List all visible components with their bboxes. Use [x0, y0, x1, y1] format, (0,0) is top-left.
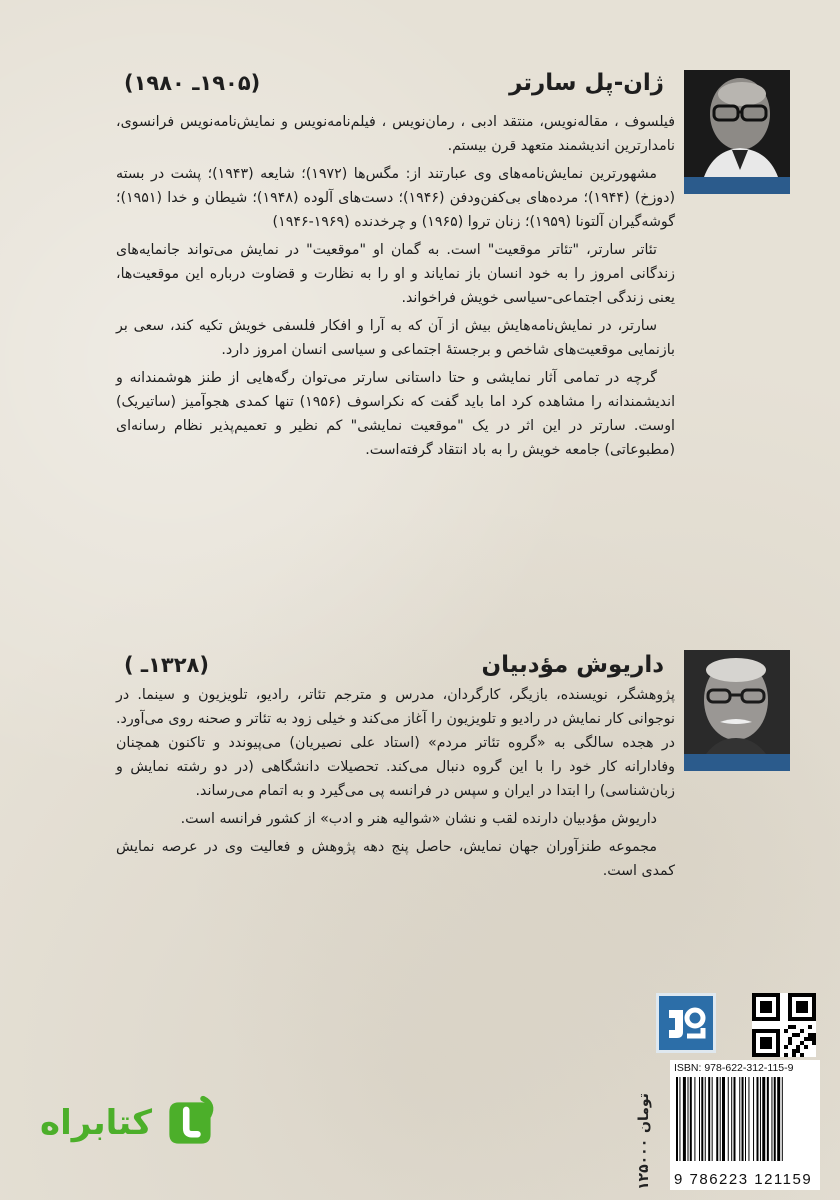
barcode-bar: [712, 1077, 713, 1161]
qr-code[interactable]: [752, 993, 816, 1057]
barcode-bar: [676, 1077, 678, 1161]
barcode-bar: [694, 1077, 695, 1161]
barcode-bar: [767, 1077, 769, 1161]
barcode-bar: [753, 1077, 754, 1161]
price-currency: تومان: [636, 1092, 652, 1133]
price: [632, 1070, 656, 1190]
sartre-paragraph: تئاتر سارتر، "تئاتر موقعیت" است. به گمان او "موقعیت" در نمایش می‌تواند جانمایه‌های زندگانی امروز را به خود انسان باز نمایاند و او را به نظارت و قضاوت درباره این موقعیت‌ها، یعنی زندگی اجتماعی-سیاسی خویش فراخواند.: [116, 242, 675, 306]
barcode-bar: [760, 1077, 761, 1161]
barcode-bar: [701, 1077, 703, 1161]
modabberian-paragraph: داریوش مؤدبیان دارنده لقب و نشان «شوالیه هنر و ادب» از کشور فرانسه است.: [180, 811, 657, 827]
barcode-bar: [745, 1077, 746, 1161]
barcode-bar: [716, 1077, 718, 1161]
barcode-bar: [688, 1077, 689, 1161]
sartre-years: (۱۹۰۵ـ ۱۹۸۰): [124, 71, 261, 95]
price-amount: ۱۲۵۰۰۰: [636, 1138, 652, 1190]
barcode-bar: [739, 1077, 740, 1161]
barcode-number: 9 786223 121159: [674, 1171, 813, 1188]
sartre-paragraph: سارتر، در نمایش‌نامه‌هایش بیش از آن که به آرا و افکار فلسفی خویش تکیه کند، سعی بر بازنمایی موقعیت‌های شاخص و برجستهٔ اجتماعی و سیاسی انسان امروز دارد.: [116, 318, 675, 358]
barcode-bar: [683, 1077, 686, 1161]
sartre-heading: [124, 66, 664, 100]
barcode-bar: [705, 1077, 706, 1161]
ketabrah-logo: [40, 1088, 220, 1158]
ketabrah-icon: [160, 1091, 220, 1155]
sartre-paragraph: فیلسوف ، مقاله‌نویس، منتقد ادبی ، رمان‌نویس ، فیلم‌نامه‌نویس و نمایش‌نامه‌نویس فرانسوی، نامدارترین اندیشمند متعهد قرن بیستم.: [116, 114, 675, 154]
barcode-bar: [708, 1077, 710, 1161]
barcode-bar: [777, 1077, 780, 1161]
sartre-paragraph: گرچه در تمامی آثار نمایشی و حتا داستانی سارتر می‌توان رگه‌هایی از طنز هوشمندانه و اندیشمندانه را مشاهده کرد اما باید گفت که نکراسوف (۱۹۵۶) تنها کمدی هجوآمیز (ساتیریک) اوست. سارتر در این اثر در یک "موقعیت نمایشی" کم نظیر و تعمیم‌پذیر نظام رسانه‌ای (مطبوعاتی) جامعه خویش را به باد انتقاد گرفته‌است.: [116, 370, 676, 458]
barcode-bar: [728, 1077, 729, 1161]
barcode-bar: [699, 1077, 700, 1161]
barcode-bar: [679, 1077, 680, 1161]
modabberian-name: داریوش مؤدبیان: [481, 652, 664, 678]
barcode-bar: [731, 1077, 732, 1161]
sartre-portrait: [684, 70, 790, 194]
barcode-bar: [742, 1077, 744, 1161]
barcode-bars: [674, 1077, 816, 1165]
barcode-bar: [757, 1077, 759, 1161]
barcode-bar: [774, 1077, 776, 1161]
sartre-name: ژان-پل سارتر: [509, 70, 664, 96]
barcode-bar: [762, 1077, 765, 1161]
modabberian-paragraph: پژوهشگر، نویسنده، بازیگر، کارگردان، مدرس و مترجم تئاتر، رادیو، تلویزیون و سینما. در نوجوانی کار نمایش در رادیو و تلویزیون را آغاز می‌کند و خیلی زود به تئاتر و صحنه روی می‌آورد. در هجده سالگی به «گروه تئاتر مردم» (استاد علی نصیریان) می‌پیوندد و تاکنون همچنان وفادارانه کار خود را با این گروه دنبال می‌کند. تحصیلات دانشگاهی (در دو رشته نمایش و زبان‌شناسی) را ابتدا در ایران و سپس در فرانسه پی می‌گیرد و به اتمام می‌رساند.: [116, 687, 675, 799]
barcode-bar: [782, 1077, 783, 1161]
isbn-text: ISBN: 978-622-312-115-9: [674, 1062, 794, 1074]
modabberian-bio: [116, 683, 675, 887]
publisher-logo: [656, 993, 716, 1053]
modabberian-years: (۱۳۲۸ـ ): [124, 653, 209, 677]
barcode-bar: [690, 1077, 692, 1161]
sartre-paragraph: مشهورترین نمایش‌نامه‌های وی عبارتند از: مگس‌ها (۱۹۷۲)؛ شایعه (۱۹۴۳)؛ پشت در بسته (دوزخ) (۱۹۴۴)؛ مرده‌های بی‌کفن‌ودفن (۱۹۴۶)؛ دست‌های آلوده (۱۹۴۸)؛ شیطان و خدا (۱۹۵۱)؛ گوشه‌گیران آلتونا (۱۹۵۹)؛ زنان تروا (۱۹۶۵) و چرخدنده (۱۹۶۹-۱۹۴۶): [116, 166, 675, 230]
barcode-bar: [720, 1077, 721, 1161]
isbn-barcode: [670, 1060, 820, 1190]
modabberian-portrait: [684, 650, 790, 771]
barcode-bar: [748, 1077, 749, 1161]
barcode-bar: [771, 1077, 772, 1161]
sartre-bio: [116, 110, 675, 466]
modabberian-heading: [124, 648, 664, 682]
barcode-bar: [734, 1077, 736, 1161]
modabberian-paragraph: مجموعه طنزآوران جهان نمایش، حاصل پنج دهه پژوهش و فعالیت وی در عرصه نمایش کمدی است.: [116, 839, 675, 879]
ketabrah-wordmark: کتابراه: [40, 1103, 153, 1143]
barcode-bar: [722, 1077, 725, 1161]
